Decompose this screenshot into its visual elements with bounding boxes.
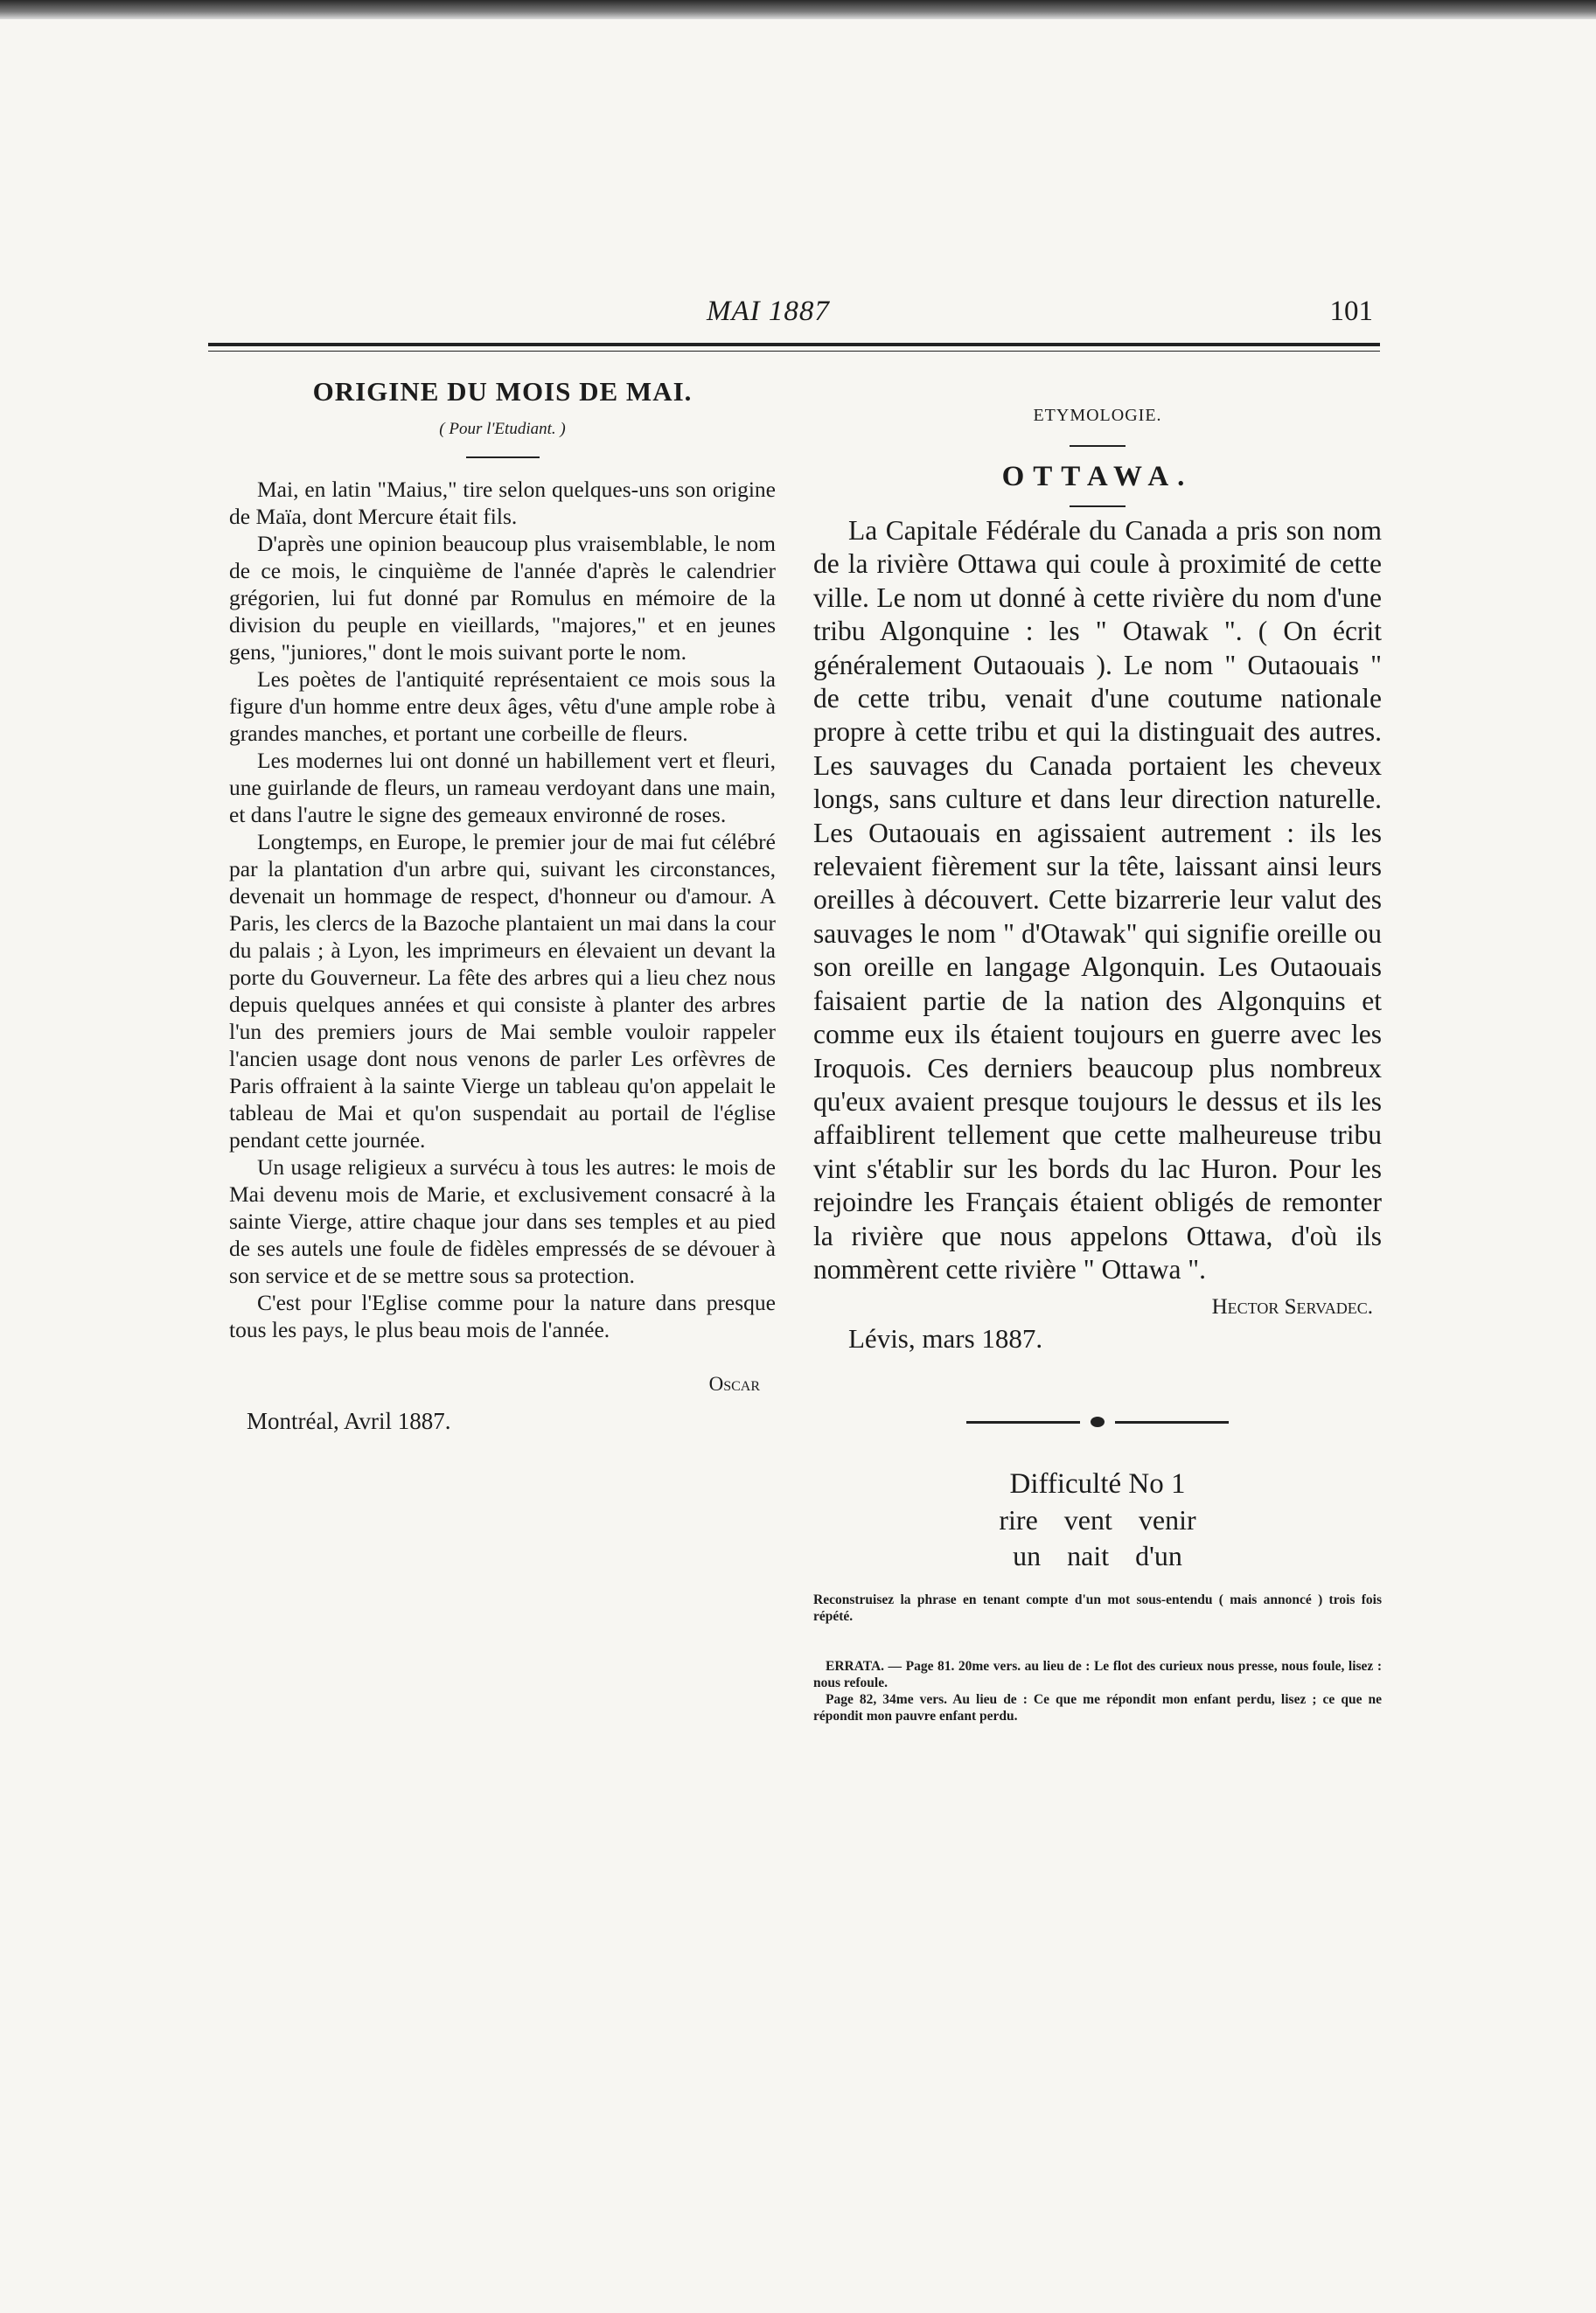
page-number: 101 (1329, 296, 1373, 327)
puzzle-line: un nait d'un (1013, 1540, 1182, 1572)
paragraph: Mai, en latin "Maius," tire selon quelques-uns son origine de Maïa, dont Mercure était fils. (229, 477, 776, 529)
article-title: OTTAWA. (1001, 461, 1194, 492)
place-date: Lévis, mars 1887. (848, 1323, 1043, 1355)
puzzle-line: rire vent venir (999, 1504, 1196, 1536)
header-rule-thick (208, 343, 1380, 346)
title-dash (1070, 505, 1126, 507)
puzzle-note: Reconstruisez la phrase en tenant compte d'un mot sous-entendu ( mais annoncé ) trois fois répété. (813, 1592, 1382, 1625)
title-dash (466, 456, 540, 458)
paragraph: Les modernes lui ont donné un habillement vert et fleuri, une guirlande de fleurs, un rameau verdoyant dans une main, et dans l'autre le signe des gemeaux environné de roses. (229, 748, 776, 827)
paragraph: La Capitale Fédérale du Canada a pris son nom de la rivière Ottawa qui coule à proximité de cette ville. Le nom ut donné à cette rivière du nom d'une tribu Algonquine : les " Otawak ". ( On écrit généralement Outaouais ). Le nom " Outaouais " de cette tribu, venait d'une coutume nationale propre à cette tribu et qui la distinguait des autres. Les sauvages du Canada portaient les cheveux longs, sans culture et dans leur direction naturelle. Les Outaouais en agissaient autrement : ils les relevaient fièrement sur la tête, laissant ainsi leurs oreilles à découvert. Cette bizarrerie leur valut des sauvages le nom " d'Otawak" qui signifie oreille ou son oreille en langage Algonquin. Les Outaouais faisaient partie de la nation des Algonquins et comme eux ils étaient toujours en guerre avec les Iroquois. Ces derniers beaucoup plus nombreux qu'eux avaient presque toujours le dessus et ils les affaiblirent tellement que cette malheureuse tribu vint s'établir sur les bords du lac Huron. Pour les rejoindre les Français étaient obligés de remonter la rivière que nous appelons Ottawa, d'où ils nommèrent cette rivière " Ottawa ". (813, 515, 1382, 1285)
section-dash (1070, 445, 1126, 447)
header-rule-thin (208, 351, 1380, 352)
article-origine (229, 376, 776, 1435)
paragraph: Longtemps, en Europe, le premier jour de mai fut célébré par la plantation d'un arbre qui, suivant les circonstances, devenait un hommage de respect, d'honneur ou d'amour. A Paris, les clercs de la Bazoche plantaient un mai dans la cour du palais ; à Lyon, les imprimeurs en élevaient un devant la porte du Gouverneur. La fête des arbres qui a lieu chez nous depuis quelques années et qui consiste à planter des arbres l'un des premiers jours de Mai semble vouloir rappeler l'ancien usage dont nous venons de parler Les orfèvres de Paris offraient à la sainte Vierge un tableau qu'on appelait le tableau de Mai et qu'on suspendait au portail de l'église pendant cette journée. (229, 829, 776, 1153)
author-signature: Hector Servadec. (1211, 1295, 1373, 1320)
errata-note: Page 82, 34me vers. Au lieu de : Ce que me répondit mon enfant perdu, lisez ; ce que ne répondit mon pauvre enfant perdu. (813, 1692, 1382, 1724)
paragraph: Les poètes de l'antiquité représentaient ce mois sous la figure d'un homme entre deux âges, vêtu d'une ample robe à grandes manches, et portant une corbeille de fleurs. (229, 666, 776, 746)
puzzle-box (813, 1468, 1382, 1625)
puzzle-title: Difficulté No 1 (1009, 1468, 1186, 1501)
running-header (208, 296, 1380, 339)
ornament-divider (966, 1414, 1229, 1432)
author-signature: Oscar (708, 1373, 760, 1395)
paragraph: D'après une opinion beaucoup plus vraisemblable, le nom de ce mois, le cinquième de l'année d'après le calendrier grégorien, lui fut donné par Romulus en mémoire de la division du peuple en vieillards, "majores," et en jeunes gens, "juniores," dont le mois suivant porte le nom. (229, 531, 776, 665)
place-date: Montréal, Avril 1887. (247, 1408, 451, 1434)
paragraph: Un usage religieux a survécu à tous les autres: le mois de Mai devenu mois de Marie, et exclusivement consacré à la sainte Vierge, attire chaque jour dans ses temples et au pied de ses autels une foule de fidèles empressés de se dévouer à son service et de se mettre sous sa protection. (229, 1154, 776, 1288)
article-title: ORIGINE DU MOIS DE MAI. (312, 376, 693, 407)
running-header-title: MAI 1887 (707, 296, 830, 327)
section-label: ETYMOLOGIE. (1033, 406, 1162, 425)
article-subtitle: ( Pour l'Etudiant. ) (439, 420, 566, 438)
page-top-edge (0, 0, 1596, 19)
errata-note: ERRATA. — Page 81. 20me vers. au lieu de : Le flot des curieux nous presse, nous foule, lisez : nous refoule. (813, 1659, 1382, 1691)
article-ottawa (813, 376, 1382, 1724)
paragraph: C'est pour l'Eglise comme pour la nature dans presque tous les pays, le plus beau mois de l'année. (229, 1290, 776, 1342)
